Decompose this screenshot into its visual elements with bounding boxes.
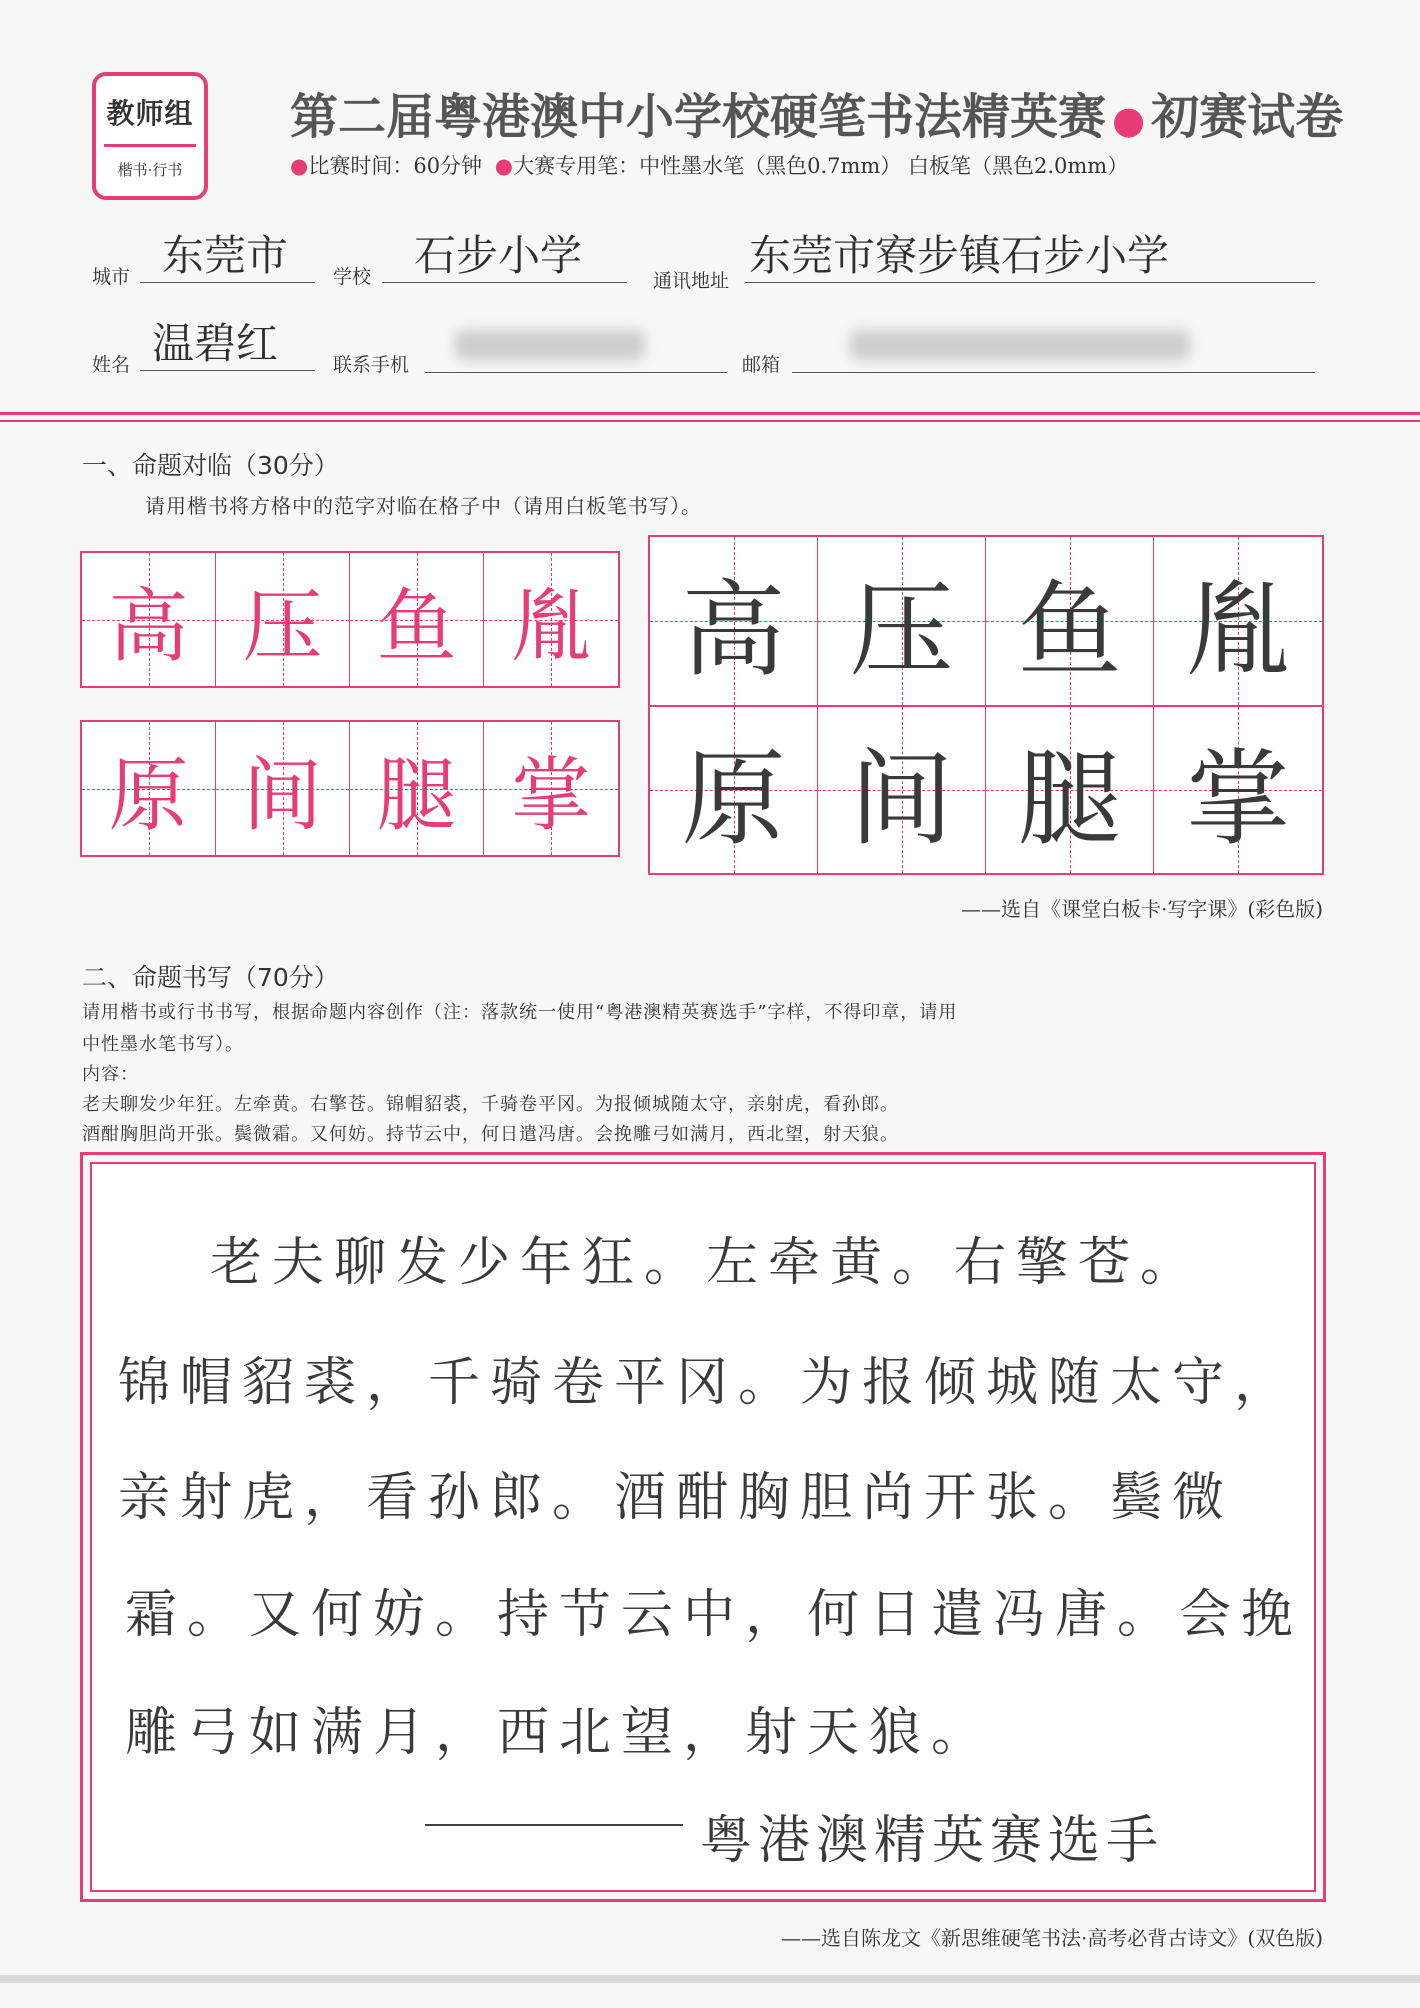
section1-heading: 一、命题对临（30分）: [82, 451, 339, 480]
grid-cell: 压: [818, 537, 986, 705]
handwriting-line-3: 亲射虎，看孙郎。酒酣胸胆尚开张。鬓微: [118, 1468, 1235, 1528]
address-field: 东莞市寮步镇石步小学: [745, 230, 1315, 283]
group-sub: 楷书·行书: [117, 161, 183, 179]
city-label: 城市: [92, 266, 131, 288]
model-grid: [648, 535, 1324, 875]
model-grid-row2: [650, 705, 1322, 873]
pen-info: 大赛专用笔：中性墨水笔（黑色0.7mm） 白板笔（黑色2.0mm）: [513, 154, 1129, 178]
name-field: 温碧红: [140, 318, 315, 371]
handwriting-line-4: 霜。又何妨。持节云中，何日遣冯唐。会挽: [125, 1585, 1304, 1645]
section2-instruction-1: 请用楷书或行书书写，根据命题内容创作（注：落款统一使用“粤港澳精英赛选手”字样，不得印章，请用: [82, 1002, 958, 1023]
title-main: 第二届粤港澳中小学校硬笔书法精英赛: [290, 89, 1107, 145]
bullet-dot-icon: ●: [290, 154, 309, 178]
city-field: 东莞市: [140, 230, 315, 283]
scan-edge: [0, 1975, 1420, 1983]
page-title: [290, 78, 1343, 147]
grid-cell: 掌: [1154, 707, 1322, 873]
divider-bottom: [0, 420, 1420, 422]
section2-instruction-2: 中性墨水笔书写）。: [82, 1034, 244, 1055]
grid-cell: 高: [650, 537, 818, 705]
badge-divider: [104, 144, 196, 147]
bullet-dot-icon: ●: [494, 154, 514, 178]
content-label: 内容：: [82, 1064, 139, 1085]
school-label: 学校: [333, 266, 372, 288]
signature-dash: [425, 1824, 683, 1826]
practice-grid-row1: [80, 551, 620, 688]
title-tail: 初赛试卷: [1151, 89, 1344, 145]
email-field: [792, 372, 1315, 373]
grid-cell: 胤: [1154, 537, 1322, 705]
exam-info: [290, 150, 1128, 180]
handwriting-line-5: 雕弓如满月，西北望，射天狼。: [125, 1703, 994, 1763]
address-label: 通讯地址: [653, 270, 730, 292]
grid-cell: 原: [82, 722, 216, 855]
grid-cell: 鱼: [350, 553, 484, 686]
time-info: 比赛时间：60分钟: [308, 154, 483, 178]
grid-cell: 胤: [484, 553, 618, 686]
signature: 粤港澳精英赛选手: [700, 1811, 1165, 1871]
grid-cell: 压: [216, 553, 350, 686]
practice-grid-row2: [80, 720, 620, 857]
handwriting-line-1: 老夫聊发少年狂。左牵黄。右擎苍。: [210, 1233, 1203, 1293]
bullet-dot-icon: ●: [1112, 98, 1146, 142]
grid-cell: 腿: [986, 707, 1154, 873]
phone-field: [425, 372, 727, 373]
grid-cell: 掌: [484, 722, 618, 855]
name-label: 姓名: [92, 354, 131, 376]
model-grid-row1: [650, 537, 1322, 705]
redacted-email: [850, 330, 1190, 360]
content-line-1: 老夫聊发少年狂。左牵黄。右擎苍。锦帽貂裘，千骑卷平冈。为报倾城随太守，亲射虎，看孙郎。: [82, 1094, 899, 1115]
email-label: 邮箱: [742, 354, 781, 376]
grid-cell: 鱼: [986, 537, 1154, 705]
grid-cell: 原: [650, 707, 818, 873]
divider-top: [0, 412, 1420, 415]
handwriting-line-2: 锦帽貂裘，千骑卷平冈。为报倾城随太守，: [118, 1353, 1297, 1413]
group-badge: [92, 72, 208, 200]
group-label: 教师组: [106, 97, 194, 130]
grid-cell: 间: [216, 722, 350, 855]
phone-label: 联系手机: [333, 354, 410, 376]
grid-cell: 间: [818, 707, 986, 873]
section1-instruction: 请用楷书将方格中的范字对临在格子中（请用白板笔书写）。: [145, 494, 702, 518]
section2-source: ——选自陈龙文《新思维硬笔书法·高考必背古诗文》(双色版): [781, 1926, 1323, 1950]
grid-cell: 高: [82, 553, 216, 686]
section2-heading: 二、命题书写（70分）: [82, 963, 339, 992]
redacted-phone: [455, 330, 645, 360]
school-field: 石步小学: [382, 230, 627, 283]
grid-cell: 腿: [350, 722, 484, 855]
section1-source: ——选自《课堂白板卡·写字课》(彩色版): [961, 897, 1323, 921]
content-line-2: 酒酣胸胆尚开张。鬓微霜。又何妨。持节云中，何日遣冯唐。会挽雕弓如满月，西北望，射天狼。: [82, 1124, 899, 1145]
